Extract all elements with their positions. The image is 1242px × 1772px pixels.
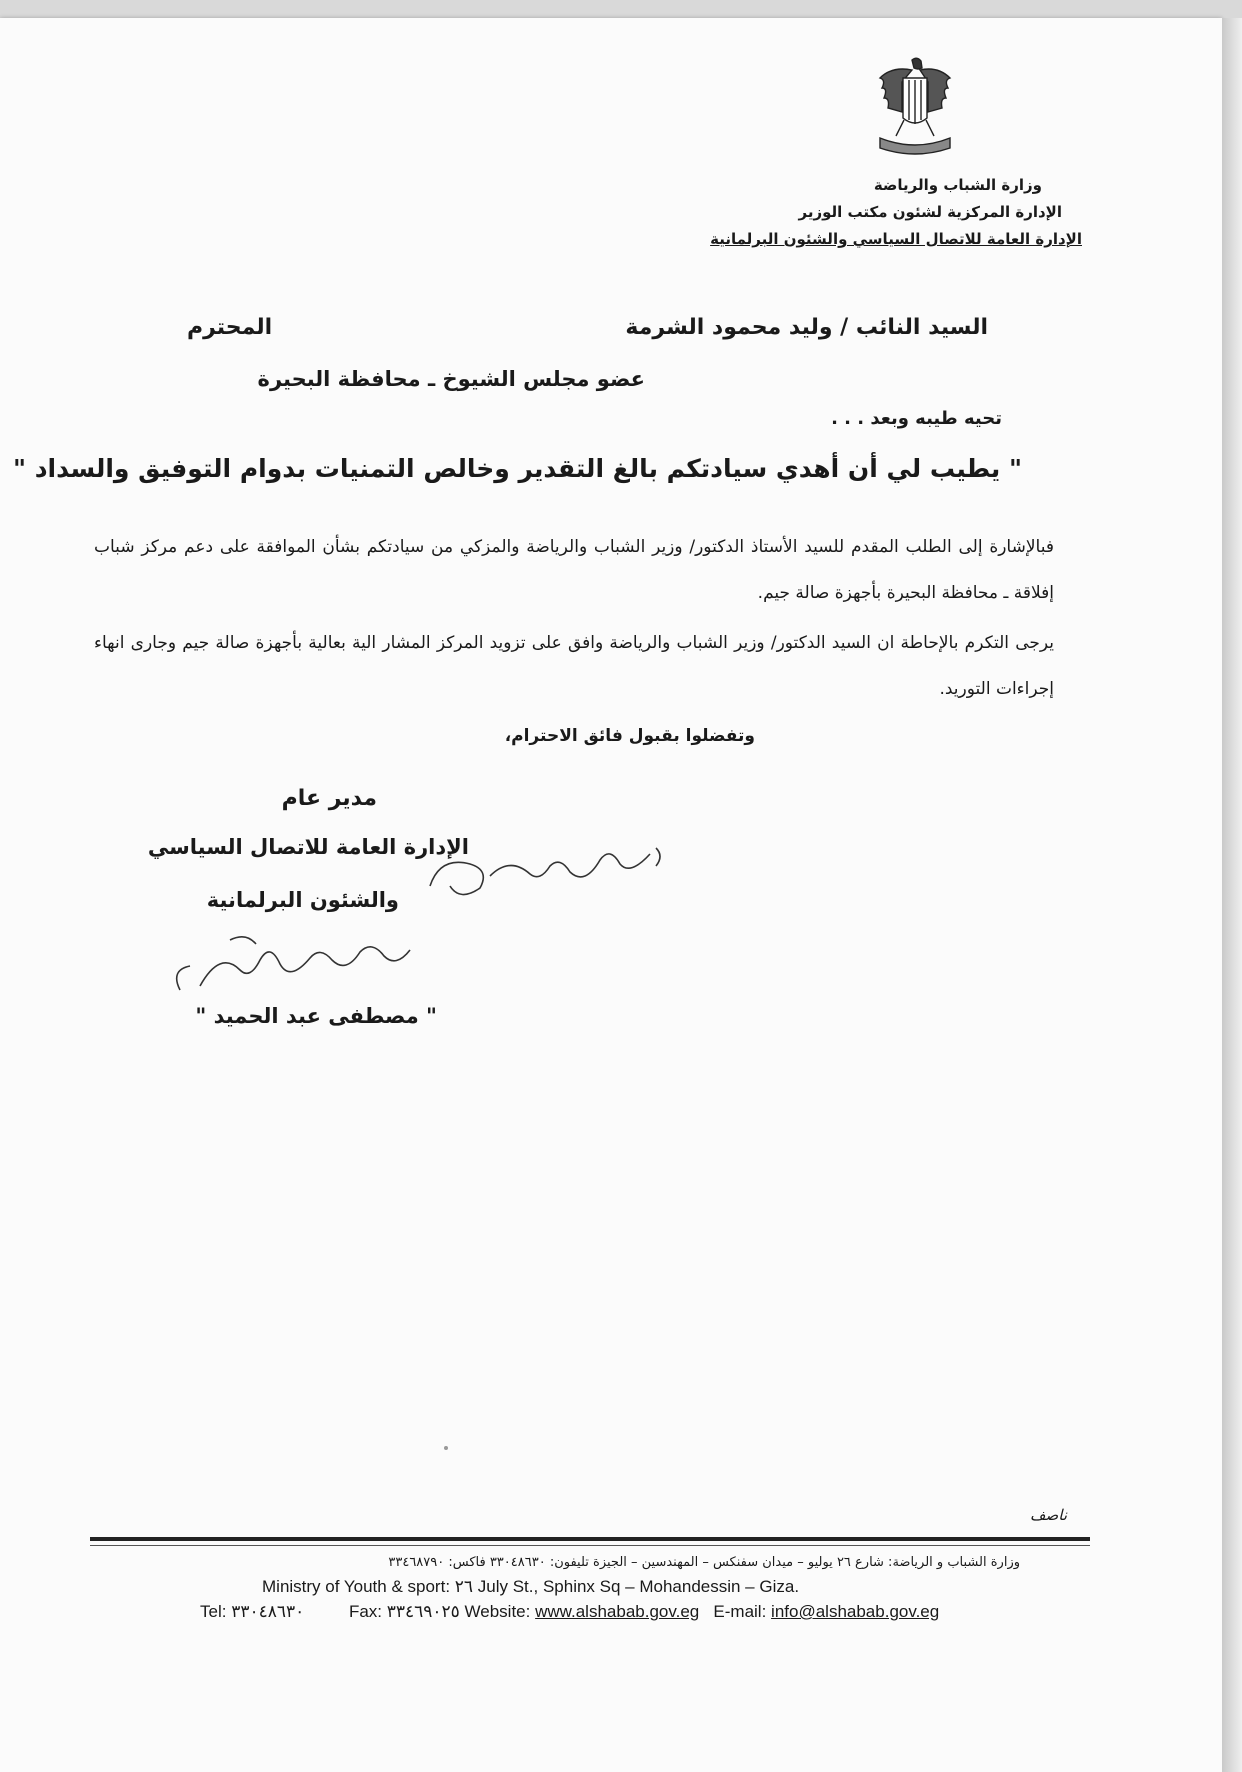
egypt-eagle-emblem-icon — [872, 56, 958, 156]
signatory-department-line2: والشئون البرلمانية — [206, 888, 399, 912]
footer-email-link[interactable]: info@alshabab.gov.eg — [771, 1602, 940, 1621]
paragraph-approval: يرجى التكرم بالإحاطة ان السيد الدكتور/ وزير الشباب والرياضة وافق على تزويد المركز المشار الية بعالية بأجهزة صالة جيم وجارى انهاء إجراءات التوريد. — [94, 633, 1054, 699]
general-admin-name: الإدارة العامة للاتصال السياسي والشئون البرلمانية — [710, 230, 1082, 248]
opening-quote: " يطيب لي أن أهدي سيادتكم بالغ التقدير وخالص التمنيات بدوام التوفيق والسداد " — [12, 454, 1022, 483]
typist-initials: ناصف — [1030, 1506, 1068, 1524]
recipient-name: السيد النائب / وليد محمود الشرمة — [625, 315, 988, 340]
ministry-header — [682, 172, 1082, 253]
central-admin-name: الإدارة المركزية لشئون مكتب الوزير — [798, 203, 1062, 221]
greeting: تحيه طيبه وبعد . . . — [831, 408, 1002, 429]
signatory-department-line1: الإدارة العامة للاتصال السياسي — [147, 835, 469, 859]
paragraph-request: فبالإشارة إلى الطلب المقدم للسيد الأستاذ الدكتور/ وزير الشباب والرياضة والمزكي من سيادتكم بشأن الموافقة على دعم مركز شباب إفلاقة ـ محافظة البحيرة بأجهزة صالة جيم. — [94, 537, 1054, 603]
closing-salutation: وتفضلوا بقبول فائق الاحترام، — [504, 726, 755, 746]
handwritten-signature-2 — [160, 930, 420, 1000]
handwritten-signature-1 — [420, 836, 670, 906]
footer-fax-website-label: Fax: ٣٣٤٦٩٠٢٥ Website: — [348, 1602, 531, 1621]
scan-speck — [444, 1446, 448, 1450]
ministry-name: وزارة الشباب والرياضة — [873, 176, 1042, 194]
footer-contacts — [200, 1602, 939, 1622]
signatory-title: مدير عام — [281, 786, 377, 811]
footer-rule — [90, 1537, 1090, 1541]
footer-tel: Tel: ٣٣٠٤٨٦٣٠ — [200, 1602, 305, 1621]
footer-rule-thin — [90, 1545, 1090, 1546]
footer-arabic-address: وزارة الشباب و الرياضة: شارع ٢٦ يوليو – ميدان سفنكس – المهندسين – الجيزة تليفون: ٣٣٠٤٨٦٣٠ فاكس: ٣٣٤٦٨٧٩٠ — [388, 1555, 1020, 1570]
footer-website-link[interactable]: www.alshabab.gov.eg — [535, 1602, 700, 1621]
footer-email-label: E-mail: — [713, 1602, 767, 1621]
recipient-role: عضو مجلس الشيوخ ـ محافظة البحيرة — [257, 367, 645, 391]
recipient-honorific: المحترم — [187, 315, 273, 340]
signatory-name: " مصطفى عبد الحميد " — [195, 1004, 437, 1028]
scan-edge-shadow — [1222, 18, 1242, 1772]
footer-english-address: Ministry of Youth & sport: ٢٦ July St., Sphinx Sq – Mohandessin – Giza. — [262, 1577, 800, 1596]
